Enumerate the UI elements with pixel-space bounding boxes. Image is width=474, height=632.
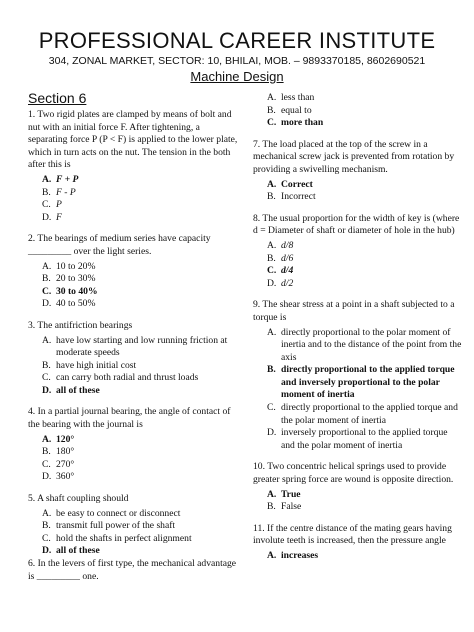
option-a bbox=[28, 434, 240, 447]
question-text: 7. The load placed at the top of the screw in a mechanical screw jack is prevented from rotation by providing a swivelling mechanism. bbox=[253, 138, 455, 175]
question-text: 2. The bearings of medium series have capacity _________ over the light series. bbox=[28, 233, 211, 257]
option-text: inversely proportional to the applied torque and the polar moment of inertia bbox=[281, 427, 448, 451]
question-9 bbox=[253, 299, 463, 452]
option-letter: C. bbox=[42, 372, 51, 384]
option-letter: C. bbox=[42, 458, 51, 470]
option-a bbox=[28, 261, 240, 274]
question-8 bbox=[253, 213, 463, 291]
option-letter: B. bbox=[42, 520, 51, 532]
option-letter: D. bbox=[42, 471, 52, 483]
option-c bbox=[28, 286, 240, 299]
option-text: 360° bbox=[56, 471, 75, 483]
question-text: 1. Two rigid plates are clamped by means of bolt and nut with an initial force F. After tightening, a separating force P (P < F) is applied to the lower plate, which in turn acts on the nut. The tension in the both after this is bbox=[28, 109, 238, 171]
option-text: False bbox=[281, 501, 302, 513]
subject-label: Machine Design bbox=[190, 69, 284, 84]
option-a bbox=[253, 489, 463, 502]
question-text: 11. If the centre distance of the mating gears having involute teeth is increased, then the pressure angle bbox=[253, 522, 452, 547]
option-d bbox=[253, 427, 463, 452]
option-text: directly proportional to the applied torque and the polar moment of inertia bbox=[281, 402, 458, 426]
left-column bbox=[28, 109, 240, 592]
option-letter: D. bbox=[267, 427, 277, 439]
option-c bbox=[253, 265, 463, 278]
option-b bbox=[253, 191, 463, 204]
option-b bbox=[253, 364, 463, 402]
option-letter: D. bbox=[42, 298, 52, 310]
option-b bbox=[253, 501, 463, 514]
option-text: True bbox=[281, 488, 301, 500]
option-letter: A. bbox=[267, 326, 277, 338]
option-text: 30 to 40% bbox=[56, 285, 98, 297]
option-b bbox=[28, 446, 240, 459]
institute-title: PROFESSIONAL CAREER INSTITUTE bbox=[38, 28, 436, 53]
option-a bbox=[28, 508, 240, 521]
option-letter: D. bbox=[42, 384, 52, 396]
option-text: F bbox=[56, 211, 62, 223]
option-text: 10 to 20% bbox=[56, 260, 96, 272]
question-text: 9. The shear stress at a point in a shaft subjected to a torque is bbox=[253, 299, 455, 323]
option-c bbox=[28, 533, 240, 546]
option-d bbox=[28, 385, 240, 398]
question-text: 10. Two concentric helical springs used to provide greater spring force are wound is opposite direction. bbox=[253, 461, 454, 486]
option-a bbox=[253, 550, 463, 563]
option-letter: A. bbox=[267, 239, 277, 251]
question-11 bbox=[253, 523, 463, 563]
option-text: directly proportional to the applied torque and inversely proportional to the polar moment of inertia bbox=[281, 364, 455, 401]
question-3 bbox=[28, 320, 240, 398]
option-text: transmit full power of the shaft bbox=[56, 520, 176, 532]
question-text: 4. In a partial journal bearing, the angle of contact of the bearing with the journal is bbox=[28, 406, 231, 431]
option-text: Incorrect bbox=[281, 191, 316, 203]
option-letter: A. bbox=[267, 550, 277, 561]
question-text: 3. The antifriction bearings bbox=[28, 319, 133, 331]
question-7 bbox=[253, 139, 463, 204]
option-b bbox=[28, 520, 240, 533]
option-text: F - P bbox=[56, 186, 76, 198]
option-letter: A. bbox=[267, 178, 277, 190]
option-text: all of these bbox=[56, 545, 100, 557]
option-text: less than bbox=[281, 92, 315, 103]
option-text: equal to bbox=[281, 104, 312, 116]
option-text: all of these bbox=[56, 384, 100, 396]
option-letter: C. bbox=[42, 199, 51, 211]
option-b bbox=[28, 187, 240, 200]
option-c bbox=[28, 199, 240, 212]
option-text: d/8 bbox=[281, 239, 294, 251]
option-d bbox=[28, 545, 240, 558]
option-text: Correct bbox=[281, 178, 313, 190]
option-text: 120° bbox=[56, 433, 75, 445]
option-b bbox=[28, 273, 240, 286]
institute-address: 304, ZONAL MARKET, SECTOR: 10, BHILAI, MOB. – 9893370185, 8602690521 bbox=[48, 55, 426, 67]
question-2 bbox=[28, 233, 240, 311]
option-text: be easy to connect or disconnect bbox=[56, 507, 181, 519]
option-a bbox=[28, 174, 240, 187]
option-b bbox=[253, 105, 463, 118]
option-text: have low starting and low running friction at moderate speeds bbox=[56, 334, 228, 359]
option-text: F + P bbox=[56, 173, 79, 185]
option-text: directly proportional to the polar moment of inertia and to the distance of the point from the axis bbox=[281, 326, 462, 363]
question-4 bbox=[28, 406, 240, 484]
option-letter: B. bbox=[267, 104, 276, 116]
option-text: have high initial cost bbox=[56, 359, 137, 371]
option-letter: B. bbox=[42, 359, 51, 371]
option-text: 270° bbox=[56, 458, 75, 470]
option-letter: D. bbox=[42, 211, 52, 223]
option-a bbox=[253, 240, 463, 253]
section-heading: Section 6 bbox=[28, 90, 87, 106]
question-5 bbox=[28, 493, 240, 558]
option-letter: D. bbox=[267, 277, 277, 289]
question-text: 6. In the levers of first type, the mechanical advantage is _________ one. bbox=[28, 558, 237, 582]
option-text: 20 to 30% bbox=[56, 273, 96, 285]
option-d bbox=[28, 298, 240, 311]
option-letter: C. bbox=[267, 402, 276, 414]
question-10 bbox=[253, 461, 463, 513]
right-column bbox=[253, 92, 463, 563]
question-1 bbox=[28, 109, 240, 224]
option-c bbox=[253, 117, 463, 130]
question-text: 5. A shaft coupling should bbox=[28, 493, 129, 505]
option-letter: B. bbox=[267, 252, 276, 264]
option-text: d/4 bbox=[281, 265, 294, 277]
option-letter: A. bbox=[42, 260, 52, 272]
option-d bbox=[253, 278, 463, 291]
option-text: increases bbox=[281, 550, 319, 561]
option-text: hold the shafts in perfect alignment bbox=[56, 532, 192, 544]
option-c bbox=[253, 402, 463, 427]
option-letter: B. bbox=[267, 501, 276, 513]
option-a bbox=[253, 179, 463, 192]
question-6-options bbox=[253, 92, 463, 130]
question-6 bbox=[28, 558, 240, 583]
option-letter: C. bbox=[267, 117, 277, 129]
option-text: d/6 bbox=[281, 252, 294, 264]
option-b bbox=[28, 360, 240, 373]
subject-title bbox=[0, 69, 474, 84]
question-text: 8. The usual proportion for the width of key is (where d = Diameter of shaft or diameter of hole in the hub) bbox=[253, 212, 460, 237]
option-letter: A. bbox=[267, 92, 277, 103]
option-letter: B. bbox=[267, 191, 276, 203]
option-a bbox=[253, 92, 463, 105]
option-a bbox=[253, 327, 463, 365]
option-text: d/2 bbox=[281, 277, 294, 289]
option-letter: C. bbox=[42, 532, 51, 544]
option-text: 180° bbox=[56, 446, 75, 458]
option-letter: B. bbox=[42, 186, 51, 198]
option-letter: C. bbox=[267, 265, 277, 277]
option-letter: A. bbox=[42, 507, 52, 519]
option-c bbox=[28, 459, 240, 472]
option-d bbox=[28, 212, 240, 225]
option-text: 40 to 50% bbox=[56, 298, 96, 310]
option-letter: D. bbox=[42, 545, 52, 557]
option-d bbox=[28, 471, 240, 484]
option-text: P bbox=[56, 199, 62, 211]
option-letter: B. bbox=[42, 446, 51, 458]
option-letter: A. bbox=[42, 433, 52, 445]
option-b bbox=[253, 253, 463, 266]
option-letter: B. bbox=[42, 273, 51, 285]
option-text: more than bbox=[281, 117, 324, 129]
option-letter: C. bbox=[42, 285, 52, 297]
option-c bbox=[28, 372, 240, 385]
option-letter: A. bbox=[42, 334, 52, 346]
option-text: can carry both radial and thrust loads bbox=[56, 372, 199, 384]
option-a bbox=[28, 335, 240, 360]
option-letter: B. bbox=[267, 364, 276, 376]
option-letter: A. bbox=[42, 173, 52, 185]
option-letter: A. bbox=[267, 488, 277, 500]
